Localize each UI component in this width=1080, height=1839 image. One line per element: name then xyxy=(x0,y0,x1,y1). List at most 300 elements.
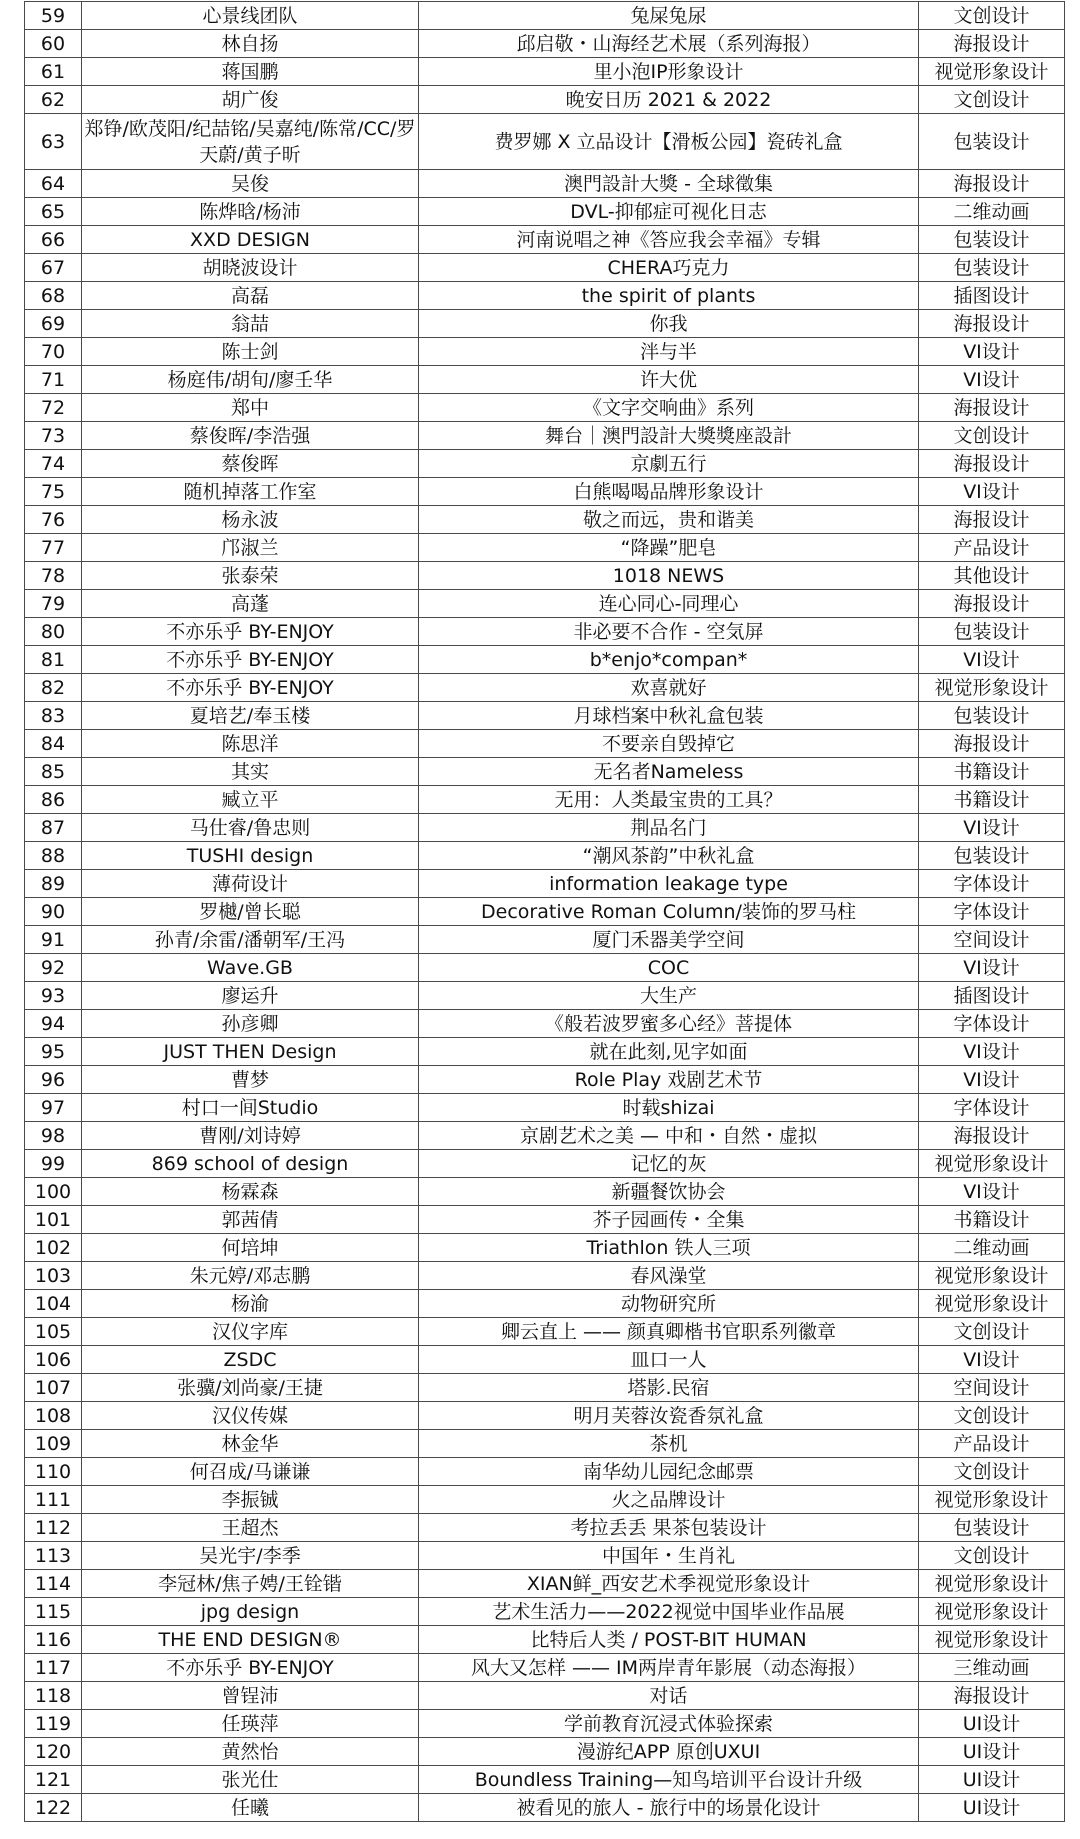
work-title-cell: 风大又怎样 —— IM两岸青年影展（动态海报） xyxy=(419,1654,919,1682)
author-cell: 郭茜倩 xyxy=(82,1206,419,1234)
table-row xyxy=(25,2,1065,30)
table-row xyxy=(25,1710,1065,1738)
work-title-cell: 许大优 xyxy=(419,366,919,394)
award-list-table xyxy=(24,1,1065,1822)
category-cell: 海报设计 xyxy=(919,730,1065,758)
row-number: 107 xyxy=(25,1374,82,1402)
row-number: 89 xyxy=(25,870,82,898)
category-cell: 书籍设计 xyxy=(919,758,1065,786)
category-cell: 文创设计 xyxy=(919,1458,1065,1486)
row-number: 103 xyxy=(25,1262,82,1290)
category-cell: 文创设计 xyxy=(919,1318,1065,1346)
author-cell: 何召成/马谦谦 xyxy=(82,1458,419,1486)
work-title-cell: 漫游纪APP 原创UXUI xyxy=(419,1738,919,1766)
work-title-cell: 中国年・生肖礼 xyxy=(419,1542,919,1570)
category-cell: 包装设计 xyxy=(919,226,1065,254)
author-cell: 王超杰 xyxy=(82,1514,419,1542)
work-title-cell: 新疆餐饮协会 xyxy=(419,1178,919,1206)
work-title-cell: 1018 NEWS xyxy=(419,562,919,590)
work-title-cell: 艺术生活力——2022视觉中国毕业作品展 xyxy=(419,1598,919,1626)
row-number: 112 xyxy=(25,1514,82,1542)
row-number: 99 xyxy=(25,1150,82,1178)
row-number: 92 xyxy=(25,954,82,982)
work-title-cell: 被看见的旅人 - 旅行中的场景化设计 xyxy=(419,1794,919,1822)
category-cell: 其他设计 xyxy=(919,562,1065,590)
work-title-cell: 就在此刻,见字如面 xyxy=(419,1038,919,1066)
work-title-cell: COC xyxy=(419,954,919,982)
work-title-cell: DVL-抑郁症可视化日志 xyxy=(419,198,919,226)
work-title-cell: 无用：人类最宝贵的工具？ xyxy=(419,786,919,814)
table-row xyxy=(25,674,1065,702)
work-title-cell: Decorative Roman Column/装饰的罗马柱 xyxy=(419,898,919,926)
table-row xyxy=(25,842,1065,870)
table-row xyxy=(25,226,1065,254)
work-title-cell: 舞台｜澳門設計大獎獎座設計 xyxy=(419,422,919,450)
table-row xyxy=(25,282,1065,310)
category-cell: UI设计 xyxy=(919,1766,1065,1794)
row-number: 61 xyxy=(25,58,82,86)
category-cell: VI设计 xyxy=(919,1178,1065,1206)
work-title-cell: 卿云直上 —— 颜真卿楷书官职系列徽章 xyxy=(419,1318,919,1346)
row-number: 120 xyxy=(25,1738,82,1766)
work-title-cell: “降躁”肥皂 xyxy=(419,534,919,562)
table-row xyxy=(25,870,1065,898)
table-row xyxy=(25,170,1065,198)
author-cell: 汉仪字库 xyxy=(82,1318,419,1346)
author-cell: 曾锃沛 xyxy=(82,1682,419,1710)
table-row xyxy=(25,1234,1065,1262)
table-row xyxy=(25,1402,1065,1430)
table-row xyxy=(25,1738,1065,1766)
work-title-cell: 动物研究所 xyxy=(419,1290,919,1318)
award-list-body xyxy=(25,2,1065,1822)
table-row xyxy=(25,394,1065,422)
row-number: 65 xyxy=(25,198,82,226)
category-cell: VI设计 xyxy=(919,338,1065,366)
row-number: 102 xyxy=(25,1234,82,1262)
row-number: 62 xyxy=(25,86,82,114)
category-cell: 包装设计 xyxy=(919,254,1065,282)
category-cell: 海报设计 xyxy=(919,310,1065,338)
table-row xyxy=(25,702,1065,730)
author-cell: 罗樾/曾长聪 xyxy=(82,898,419,926)
author-cell: 蔡俊晖/李浩强 xyxy=(82,422,419,450)
work-title-cell: 你我 xyxy=(419,310,919,338)
author-cell: 杨永波 xyxy=(82,506,419,534)
row-number: 105 xyxy=(25,1318,82,1346)
author-cell: 廖运升 xyxy=(82,982,419,1010)
work-title-cell: 《文字交响曲》系列 xyxy=(419,394,919,422)
row-number: 75 xyxy=(25,478,82,506)
work-title-cell: 明月芙蓉汝瓷香氛礼盒 xyxy=(419,1402,919,1430)
row-number: 114 xyxy=(25,1570,82,1598)
row-number: 115 xyxy=(25,1598,82,1626)
category-cell: 海报设计 xyxy=(919,1122,1065,1150)
work-title-cell: 厦门禾器美学空间 xyxy=(419,926,919,954)
category-cell: VI设计 xyxy=(919,646,1065,674)
author-cell: 林金华 xyxy=(82,1430,419,1458)
category-cell: 视觉形象设计 xyxy=(919,1262,1065,1290)
work-title-cell: 考拉丢丢 果茶包装设计 xyxy=(419,1514,919,1542)
table-row xyxy=(25,1010,1065,1038)
table-row xyxy=(25,758,1065,786)
row-number: 95 xyxy=(25,1038,82,1066)
table-row xyxy=(25,618,1065,646)
author-cell: XXD DESIGN xyxy=(82,226,419,254)
row-number: 85 xyxy=(25,758,82,786)
author-cell: 陈烨晗/杨沛 xyxy=(82,198,419,226)
category-cell: 二维动画 xyxy=(919,198,1065,226)
table-row xyxy=(25,534,1065,562)
work-title-cell: 不要亲自毁掉它 xyxy=(419,730,919,758)
table-row xyxy=(25,1374,1065,1402)
table-row xyxy=(25,730,1065,758)
author-cell: 孙青/余雷/潘朝军/王冯 xyxy=(82,926,419,954)
category-cell: UI设计 xyxy=(919,1794,1065,1822)
author-cell: 蒋国鹏 xyxy=(82,58,419,86)
work-title-cell: 京剧艺术之美 — 中和・自然・虚拟 xyxy=(419,1122,919,1150)
category-cell: 二维动画 xyxy=(919,1234,1065,1262)
author-cell: 孙彦卿 xyxy=(82,1010,419,1038)
category-cell: 插图设计 xyxy=(919,282,1065,310)
work-title-cell: 无名者Nameless xyxy=(419,758,919,786)
row-number: 78 xyxy=(25,562,82,590)
work-title-cell: 皿口一人 xyxy=(419,1346,919,1374)
author-cell: 杨庭伟/胡旬/廖壬华 xyxy=(82,366,419,394)
category-cell: 海报设计 xyxy=(919,394,1065,422)
row-number: 73 xyxy=(25,422,82,450)
author-cell: 吴俊 xyxy=(82,170,419,198)
author-cell: 高磊 xyxy=(82,282,419,310)
category-cell: 插图设计 xyxy=(919,982,1065,1010)
category-cell: UI设计 xyxy=(919,1738,1065,1766)
work-title-cell: 澳門設計大獎 - 全球徵集 xyxy=(419,170,919,198)
author-cell: 杨渝 xyxy=(82,1290,419,1318)
row-number: 69 xyxy=(25,310,82,338)
work-title-cell: 《般若波罗蜜多心经》菩提体 xyxy=(419,1010,919,1038)
row-number: 86 xyxy=(25,786,82,814)
table-row xyxy=(25,254,1065,282)
row-number: 118 xyxy=(25,1682,82,1710)
category-cell: 包装设计 xyxy=(919,618,1065,646)
author-cell: 黄然怡 xyxy=(82,1738,419,1766)
author-cell: 朱元婷/邓志鹏 xyxy=(82,1262,419,1290)
row-number: 122 xyxy=(25,1794,82,1822)
table-row xyxy=(25,898,1065,926)
author-cell: 薄荷设计 xyxy=(82,870,419,898)
author-cell: 陈士剑 xyxy=(82,338,419,366)
work-title-cell: 大生产 xyxy=(419,982,919,1010)
work-title-cell: 河南说唱之神《答应我会幸福》专辑 xyxy=(419,226,919,254)
work-title-cell: CHERA巧克力 xyxy=(419,254,919,282)
work-title-cell: 里小泡IP形象设计 xyxy=(419,58,919,86)
table-row xyxy=(25,422,1065,450)
table-row xyxy=(25,1206,1065,1234)
table-row xyxy=(25,506,1065,534)
table-row xyxy=(25,646,1065,674)
work-title-cell: 南华幼儿园纪念邮票 xyxy=(419,1458,919,1486)
author-cell: 李冠林/焦子娉/王铨锴 xyxy=(82,1570,419,1598)
category-cell: UI设计 xyxy=(919,1710,1065,1738)
table-row xyxy=(25,478,1065,506)
table-row xyxy=(25,366,1065,394)
category-cell: 空间设计 xyxy=(919,1374,1065,1402)
author-cell: 张泰荣 xyxy=(82,562,419,590)
work-title-cell: 费罗娜 X 立品设计【滑板公园】瓷砖礼盒 xyxy=(419,114,919,170)
author-cell: 不亦乐乎 BY-ENJOY xyxy=(82,1654,419,1682)
row-number: 88 xyxy=(25,842,82,870)
author-cell: 张光仕 xyxy=(82,1766,419,1794)
category-cell: 海报设计 xyxy=(919,30,1065,58)
author-cell: JUST THEN Design xyxy=(82,1038,419,1066)
category-cell: 视觉形象设计 xyxy=(919,1570,1065,1598)
work-title-cell: information leakage type xyxy=(419,870,919,898)
row-number: 64 xyxy=(25,170,82,198)
row-number: 110 xyxy=(25,1458,82,1486)
row-number: 117 xyxy=(25,1654,82,1682)
table-row xyxy=(25,1094,1065,1122)
row-number: 91 xyxy=(25,926,82,954)
row-number: 113 xyxy=(25,1542,82,1570)
author-cell: 心景线团队 xyxy=(82,2,419,30)
author-cell: 邝淑兰 xyxy=(82,534,419,562)
category-cell: 产品设计 xyxy=(919,1430,1065,1458)
category-cell: 海报设计 xyxy=(919,590,1065,618)
author-cell: 何培坤 xyxy=(82,1234,419,1262)
work-title-cell: 白熊喝喝品牌形象设计 xyxy=(419,478,919,506)
row-number: 59 xyxy=(25,2,82,30)
category-cell: 视觉形象设计 xyxy=(919,1486,1065,1514)
author-cell: 蔡俊晖 xyxy=(82,450,419,478)
work-title-cell: 非必要不合作 - 空気屏 xyxy=(419,618,919,646)
author-cell: 胡晓波设计 xyxy=(82,254,419,282)
table-row xyxy=(25,954,1065,982)
row-number: 80 xyxy=(25,618,82,646)
category-cell: VI设计 xyxy=(919,814,1065,842)
author-cell: 不亦乐乎 BY-ENJOY xyxy=(82,646,419,674)
table-row xyxy=(25,450,1065,478)
author-cell: 任曦 xyxy=(82,1794,419,1822)
work-title-cell: 荆品名门 xyxy=(419,814,919,842)
work-title-cell: Boundless Training—知鸟培训平台设计升级 xyxy=(419,1766,919,1794)
author-cell: 不亦乐乎 BY-ENJOY xyxy=(82,618,419,646)
work-title-cell: 对话 xyxy=(419,1682,919,1710)
table-row xyxy=(25,1038,1065,1066)
author-cell: 臧立平 xyxy=(82,786,419,814)
author-cell: 随机掉落工作室 xyxy=(82,478,419,506)
row-number: 76 xyxy=(25,506,82,534)
table-row xyxy=(25,1794,1065,1822)
table-row xyxy=(25,982,1065,1010)
table-row xyxy=(25,1066,1065,1094)
table-row xyxy=(25,926,1065,954)
table-row xyxy=(25,1458,1065,1486)
category-cell: 视觉形象设计 xyxy=(919,1626,1065,1654)
author-cell: 张骥/刘尚豪/王捷 xyxy=(82,1374,419,1402)
category-cell: VI设计 xyxy=(919,1038,1065,1066)
author-cell: 林自扬 xyxy=(82,30,419,58)
category-cell: 字体设计 xyxy=(919,870,1065,898)
row-number: 63 xyxy=(25,114,82,170)
category-cell: 视觉形象设计 xyxy=(919,1150,1065,1178)
table-row xyxy=(25,590,1065,618)
author-cell: 吴光宇/李季 xyxy=(82,1542,419,1570)
table-row xyxy=(25,310,1065,338)
category-cell: VI设计 xyxy=(919,1066,1065,1094)
row-number: 106 xyxy=(25,1346,82,1374)
work-title-cell: the spirit of plants xyxy=(419,282,919,310)
row-number: 68 xyxy=(25,282,82,310)
table-row xyxy=(25,1598,1065,1626)
work-title-cell: 欢喜就好 xyxy=(419,674,919,702)
category-cell: VI设计 xyxy=(919,1346,1065,1374)
work-title-cell: 记忆的灰 xyxy=(419,1150,919,1178)
row-number: 98 xyxy=(25,1122,82,1150)
row-number: 94 xyxy=(25,1010,82,1038)
table-row xyxy=(25,86,1065,114)
row-number: 72 xyxy=(25,394,82,422)
row-number: 70 xyxy=(25,338,82,366)
row-number: 74 xyxy=(25,450,82,478)
work-title-cell: b*enjo*compan* xyxy=(419,646,919,674)
category-cell: 文创设计 xyxy=(919,1542,1065,1570)
author-cell: TUSHI design xyxy=(82,842,419,870)
table-row xyxy=(25,1626,1065,1654)
row-number: 77 xyxy=(25,534,82,562)
table-row xyxy=(25,1122,1065,1150)
category-cell: 包装设计 xyxy=(919,1514,1065,1542)
category-cell: 空间设计 xyxy=(919,926,1065,954)
table-row xyxy=(25,338,1065,366)
work-title-cell: 火之品牌设计 xyxy=(419,1486,919,1514)
author-cell: 曹梦 xyxy=(82,1066,419,1094)
work-title-cell: 晚安日历 2021 & 2022 xyxy=(419,86,919,114)
table-row xyxy=(25,1514,1065,1542)
row-number: 90 xyxy=(25,898,82,926)
work-title-cell: 春风澡堂 xyxy=(419,1262,919,1290)
row-number: 66 xyxy=(25,226,82,254)
category-cell: 文创设计 xyxy=(919,86,1065,114)
category-cell: 书籍设计 xyxy=(919,1206,1065,1234)
work-title-cell: 芥子园画传・全集 xyxy=(419,1206,919,1234)
author-cell: 汉仪传媒 xyxy=(82,1402,419,1430)
author-cell: 翁喆 xyxy=(82,310,419,338)
work-title-cell: 邱启敬・山海经艺术展（系列海报） xyxy=(419,30,919,58)
author-cell: 胡广俊 xyxy=(82,86,419,114)
table-row xyxy=(25,1290,1065,1318)
work-title-cell: 塔影.民宿 xyxy=(419,1374,919,1402)
category-cell: 包装设计 xyxy=(919,114,1065,170)
work-title-cell: Role Play 戏剧艺术节 xyxy=(419,1066,919,1094)
table-row xyxy=(25,1570,1065,1598)
table-row xyxy=(25,562,1065,590)
row-number: 83 xyxy=(25,702,82,730)
category-cell: 包装设计 xyxy=(919,702,1065,730)
author-cell: 869 school of design xyxy=(82,1150,419,1178)
table-row xyxy=(25,1150,1065,1178)
row-number: 81 xyxy=(25,646,82,674)
work-title-cell: 学前教育沉浸式体验探索 xyxy=(419,1710,919,1738)
table-row xyxy=(25,58,1065,86)
author-cell: 其实 xyxy=(82,758,419,786)
author-cell: 任瑛萍 xyxy=(82,1710,419,1738)
author-cell: 陈思洋 xyxy=(82,730,419,758)
author-cell: ZSDC xyxy=(82,1346,419,1374)
row-number: 109 xyxy=(25,1430,82,1458)
work-title-cell: XIAN鲜_西安艺术季视觉形象设计 xyxy=(419,1570,919,1598)
row-number: 84 xyxy=(25,730,82,758)
table-row xyxy=(25,1178,1065,1206)
author-cell: 不亦乐乎 BY-ENJOY xyxy=(82,674,419,702)
row-number: 60 xyxy=(25,30,82,58)
author-cell: Wave.GB xyxy=(82,954,419,982)
author-cell: 杨霖森 xyxy=(82,1178,419,1206)
author-cell: jpg design xyxy=(82,1598,419,1626)
category-cell: 文创设计 xyxy=(919,422,1065,450)
category-cell: 三维动画 xyxy=(919,1654,1065,1682)
category-cell: 产品设计 xyxy=(919,534,1065,562)
work-title-cell: 比特后人类 / POST-BIT HUMAN xyxy=(419,1626,919,1654)
category-cell: 包装设计 xyxy=(919,842,1065,870)
category-cell: 海报设计 xyxy=(919,170,1065,198)
category-cell: 文创设计 xyxy=(919,1402,1065,1430)
table-row xyxy=(25,1654,1065,1682)
row-number: 97 xyxy=(25,1094,82,1122)
work-title-cell: Triathlon 铁人三项 xyxy=(419,1234,919,1262)
row-number: 93 xyxy=(25,982,82,1010)
author-cell: 郑中 xyxy=(82,394,419,422)
category-cell: 海报设计 xyxy=(919,450,1065,478)
row-number: 96 xyxy=(25,1066,82,1094)
work-title-cell: 连心同心-同理心 xyxy=(419,590,919,618)
table-row xyxy=(25,1682,1065,1710)
table-row xyxy=(25,30,1065,58)
category-cell: VI设计 xyxy=(919,954,1065,982)
author-cell: 曹刚/刘诗婷 xyxy=(82,1122,419,1150)
category-cell: 视觉形象设计 xyxy=(919,1598,1065,1626)
author-cell: 马仕睿/鲁忠则 xyxy=(82,814,419,842)
author-cell: 高蓬 xyxy=(82,590,419,618)
category-cell: 视觉形象设计 xyxy=(919,674,1065,702)
row-number: 100 xyxy=(25,1178,82,1206)
category-cell: VI设计 xyxy=(919,366,1065,394)
table-row xyxy=(25,1486,1065,1514)
row-number: 87 xyxy=(25,814,82,842)
author-cell: THE END DESIGN® xyxy=(82,1626,419,1654)
table-row xyxy=(25,786,1065,814)
author-cell: 村口一间Studio xyxy=(82,1094,419,1122)
row-number: 116 xyxy=(25,1626,82,1654)
row-number: 119 xyxy=(25,1710,82,1738)
category-cell: 字体设计 xyxy=(919,898,1065,926)
work-title-cell: 茶机 xyxy=(419,1430,919,1458)
author-cell: 郑铮/欧茂阳/纪喆铭/吴嘉纯/陈常/CC/罗天蔚/黄子昕 xyxy=(82,114,419,170)
row-number: 108 xyxy=(25,1402,82,1430)
table-row xyxy=(25,1766,1065,1794)
category-cell: VI设计 xyxy=(919,478,1065,506)
table-row xyxy=(25,1346,1065,1374)
row-number: 82 xyxy=(25,674,82,702)
row-number: 121 xyxy=(25,1766,82,1794)
category-cell: 视觉形象设计 xyxy=(919,1290,1065,1318)
row-number: 67 xyxy=(25,254,82,282)
category-cell: 书籍设计 xyxy=(919,786,1065,814)
table-row xyxy=(25,114,1065,170)
work-title-cell: 兔屎兔尿 xyxy=(419,2,919,30)
category-cell: 海报设计 xyxy=(919,1682,1065,1710)
row-number: 104 xyxy=(25,1290,82,1318)
category-cell: 文创设计 xyxy=(919,2,1065,30)
